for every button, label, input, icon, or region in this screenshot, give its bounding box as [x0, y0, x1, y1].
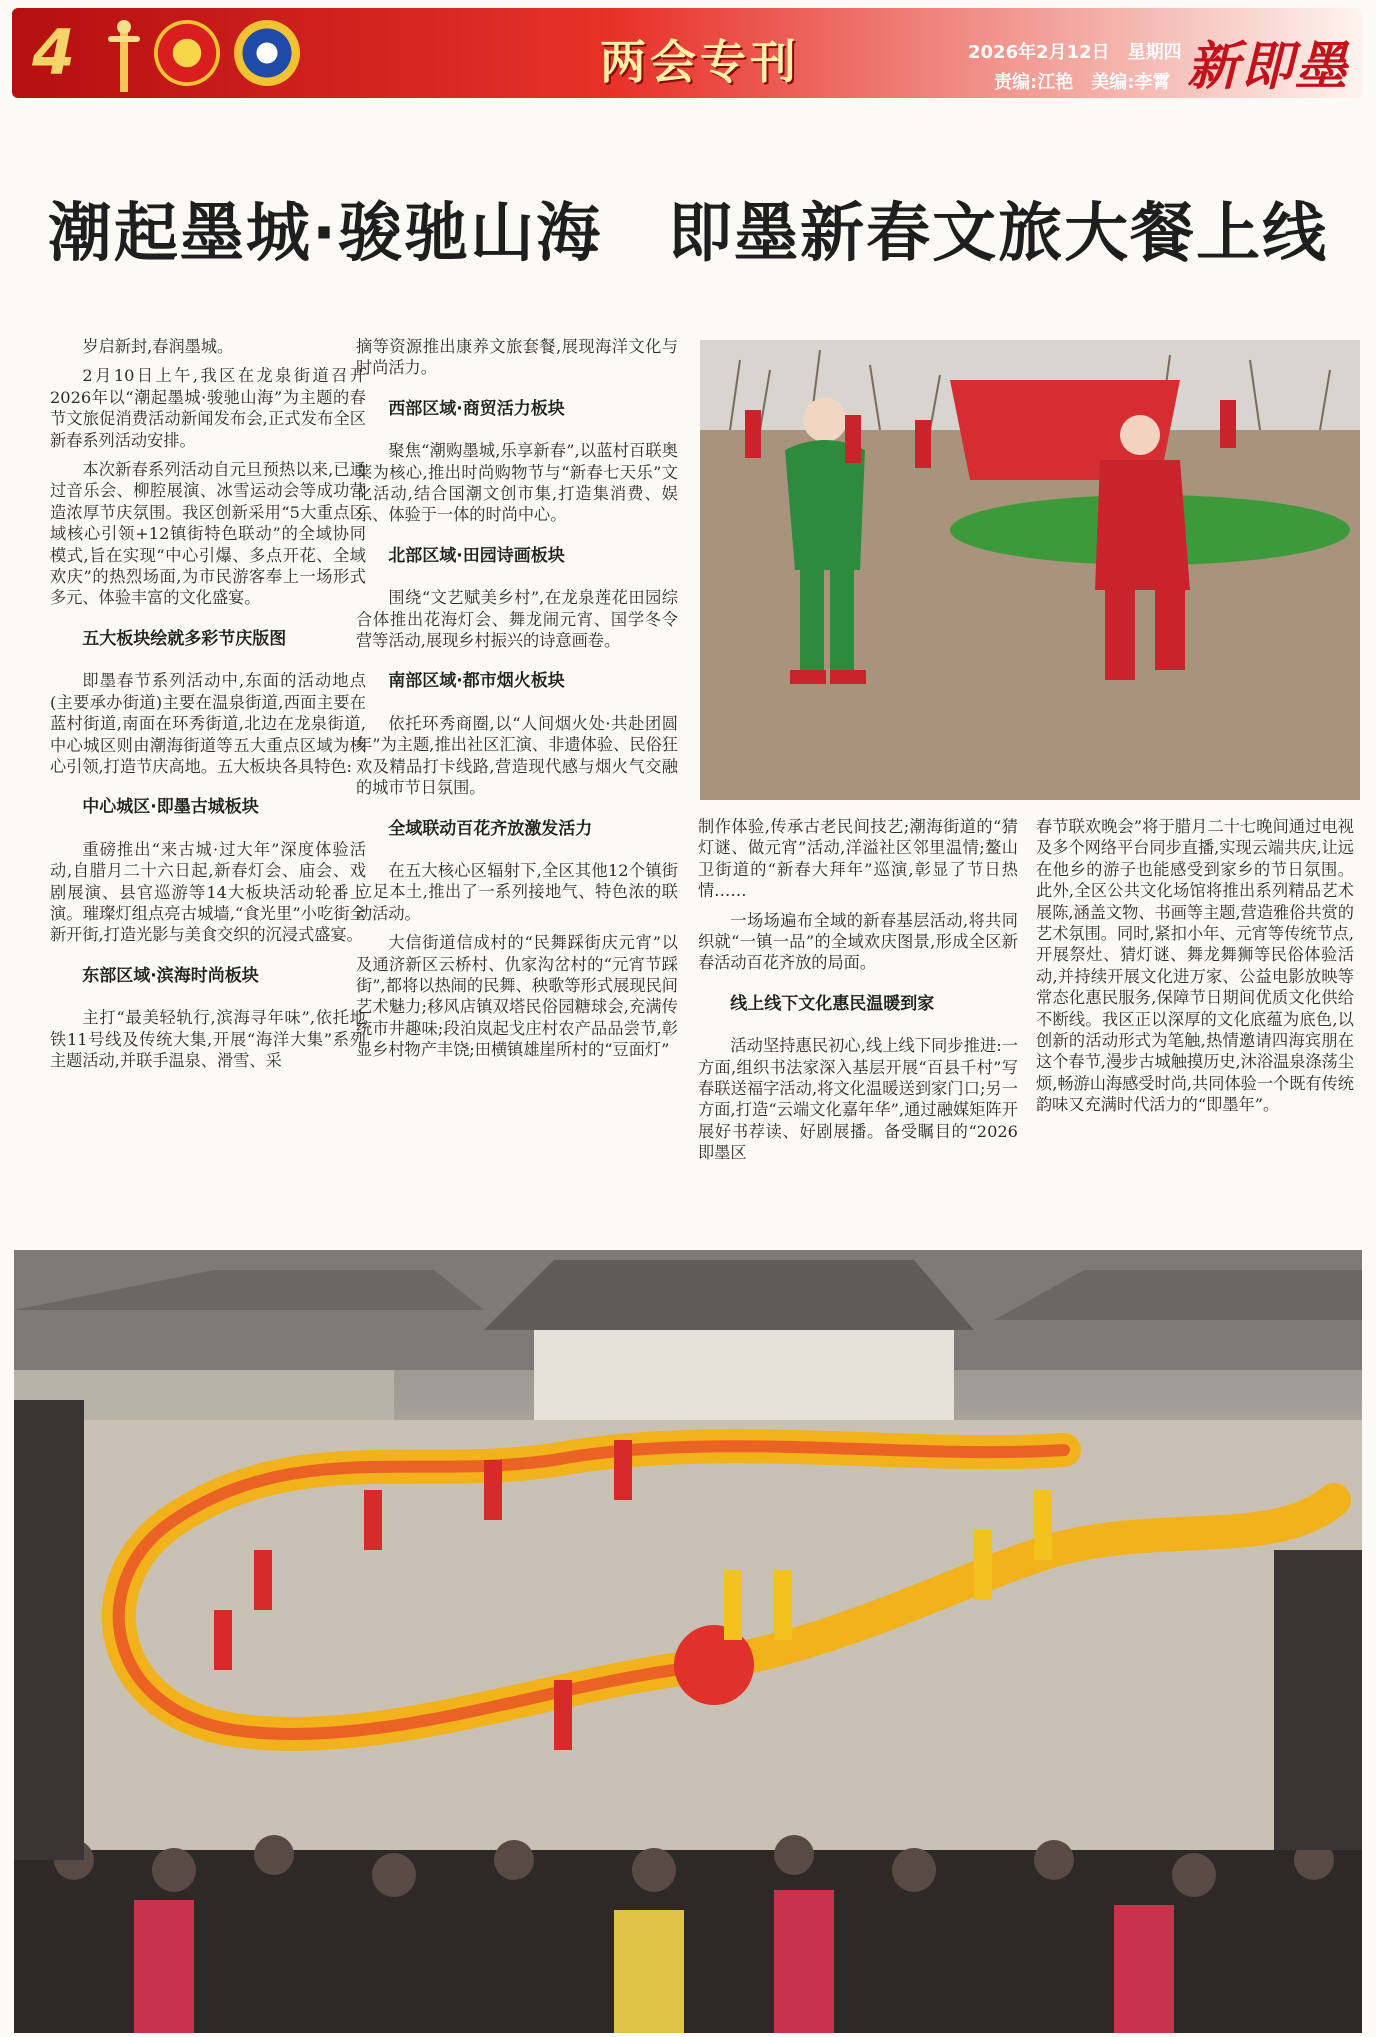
section-title: 两会专刊: [600, 35, 800, 89]
paragraph: 本次新春系列活动自元旦预热以来,已通过音乐会、柳腔展演、冰雪运动会等成功营造浓厚节庆氛围。我区创新采用“5大重点区域核心引领+12镇街特色联动”的全域协同模式,旨在实现“中心引爆、多点开花、全域欢庆”的热烈场面,为市民游客奉上一场形式多元、体验丰富的文化盛宴。: [50, 460, 366, 608]
dragon-dance-illustration: [14, 1250, 1362, 2033]
subheading: 线上线下文化惠民温暖到家: [730, 993, 935, 1014]
article-column-2: [356, 336, 678, 1069]
dragon-dance-photo: [14, 1250, 1362, 2033]
paragraph: 依托环秀商圈,以“人间烟火处·共赴团圆年”为主题,推出社区汇演、非遗体验、民俗狂欢及精品打卡线路,营造现代感与烟火气交融的城市节日氛围。: [356, 713, 678, 798]
subheading: 中心城区·即墨古城板块: [82, 797, 259, 818]
folk-dance-photo: [700, 340, 1360, 800]
article-headline: 潮起墨城·骏驰山海 即墨新春文旅大餐上线: [47, 197, 1329, 271]
paragraph: 摘等资源推出康养文旅套餐,展现海洋文化与时尚活力。: [356, 337, 678, 378]
newspaper-logo: 新即墨: [1187, 36, 1350, 97]
date-line: 2026年2月12日 星期四: [968, 42, 1182, 63]
paragraph: 即墨春节系列活动中,东面的活动地点(主要承办街道)主要在温泉街道,西面主要在蓝村街道,南面在环秀街道,北边在龙泉街道,中心城区则由潮海街道等五大重点区域为核心引领,打造节庆高地。五大板块各具特色:: [50, 671, 366, 776]
page-number: 4: [32, 16, 76, 89]
editors-line: 责编:江艳 美编:李霄: [994, 72, 1171, 93]
paragraph: 春节联欢晚会”将于腊月二十七晚间通过电视及多个网络平台同步直播,实现云端共庆,让远在他乡的游子也能感受到家乡的节日氛围。此外,全区公共文化场馆将推出系列精品艺术展陈,涵盖文物、书画等主题,营造雅俗共赏的艺术氛围。同时,紧扣小年、元宵等传统节点,开展祭灶、猜灯谜、舞龙舞狮等民俗体验活动,并持续开展文化进万家、公益电影放映等常态化惠民服务,保障节日期间优质文化供给不断线。我区正以深厚的文化底蕴为底色,以创新的活动形式为笔触,热情邀请四海宾朋在这个春节,漫步古城触摸历史,沐浴温泉涤荡尘烦,畅游山海感受时尚,共同体验一个既有传统韵味又充满时代活力的“即墨年”。: [1036, 817, 1354, 1115]
paragraph: 2月10日上午,我区在龙泉街道召开2026年以“潮起墨城·骏驰山海”为主题的春节文旅促消费活动新闻发布会,正式发布全区新春系列活动安排。: [50, 366, 366, 450]
subheading: 全域联动百花齐放激发活力: [388, 818, 593, 839]
masthead-banner: [12, 8, 1362, 98]
article-column-3: [698, 816, 1018, 1172]
paragraph: 围绕“文艺赋美乡村”,在龙泉莲花田园综合体推出花海灯会、舞龙闹元宵、国学冬令营等活动,展现乡村振兴的诗意画卷。: [356, 588, 678, 651]
paragraph: 大信街道信成村的“民舞踩街庆元宵”以及通济新区云桥村、仇家沟岔村的“元宵节踩街”,都将以热闹的民舞、秧歌等形式展现民间艺术魅力;移风店镇双塔民俗园糖球会,充满传统市井趣味;段泊岚起戈庄村农产品品尝节,彰显乡村物产丰饶;田横镇雄崖所村的“豆面灯”: [356, 933, 678, 1060]
paragraph: 岁启新封,春润墨城。: [82, 337, 234, 356]
article-column-4: [1036, 816, 1354, 1124]
subheading: 南部区域·都市烟火板块: [388, 671, 565, 692]
article-column-1: [50, 336, 366, 1079]
paragraph: 制作体验,传承古老民间技艺;潮海街道的“猜灯谜、做元宵”活动,洋溢社区邻里温情;鳌山卫街道的“新春大拜年”巡演,彰显了节日热情……: [698, 817, 1018, 901]
subheading: 西部区域·商贸活力板块: [388, 398, 565, 419]
paragraph: 主打“最美轻轨行,滨海寻年味”,依托地铁11号线及传统大集,开展“海洋大集”系列主题活动,并联手温泉、滑雪、采: [50, 1008, 366, 1070]
folk-dance-illustration: [700, 340, 1360, 800]
subheading: 东部区域·滨海时尚板块: [82, 965, 259, 986]
paragraph: 在五大核心区辐射下,全区其他12个镇街立足本土,推出了一系列接地气、特色浓的联动活动。: [356, 860, 678, 923]
paragraph: 聚焦“潮购墨城,乐享新春”,以蓝村百联奥莱为核心,推出时尚购物节与“新春七天乐”文化活动,结合国潮文创市集,打造集消费、娱乐、体验于一体的时尚中心。: [356, 441, 678, 525]
paragraph: 重磅推出“来古城·过大年”深度体验活动,自腊月二十六日起,新春灯会、庙会、戏剧展演、县官巡游等14大板块活动轮番上演。璀璨灯组点亮古城墙,“食光里”小吃街全新开街,打造光影与美食交织的沉浸式盛宴。: [50, 839, 366, 945]
paragraph: 活动坚持惠民初心,线上线下同步推进:一方面,组织书法家深入基层开展“百县千村”写春联送福字活动,将文化温暖送到家门口;另一方面,打造“云端文化嘉年华”,通过融媒矩阵开展好书荐读、好剧展播。备受瞩目的“2026即墨区: [698, 1036, 1018, 1163]
subheading: 五大板块绘就多彩节庆版图: [82, 628, 287, 649]
subheading: 北部区域·田园诗画板块: [388, 545, 565, 566]
paragraph: 一场场遍布全域的新春基层活动,将共同织就“一镇一品”的全域欢庆图景,形成全区新春活动百花齐放的局面。: [698, 910, 1018, 973]
